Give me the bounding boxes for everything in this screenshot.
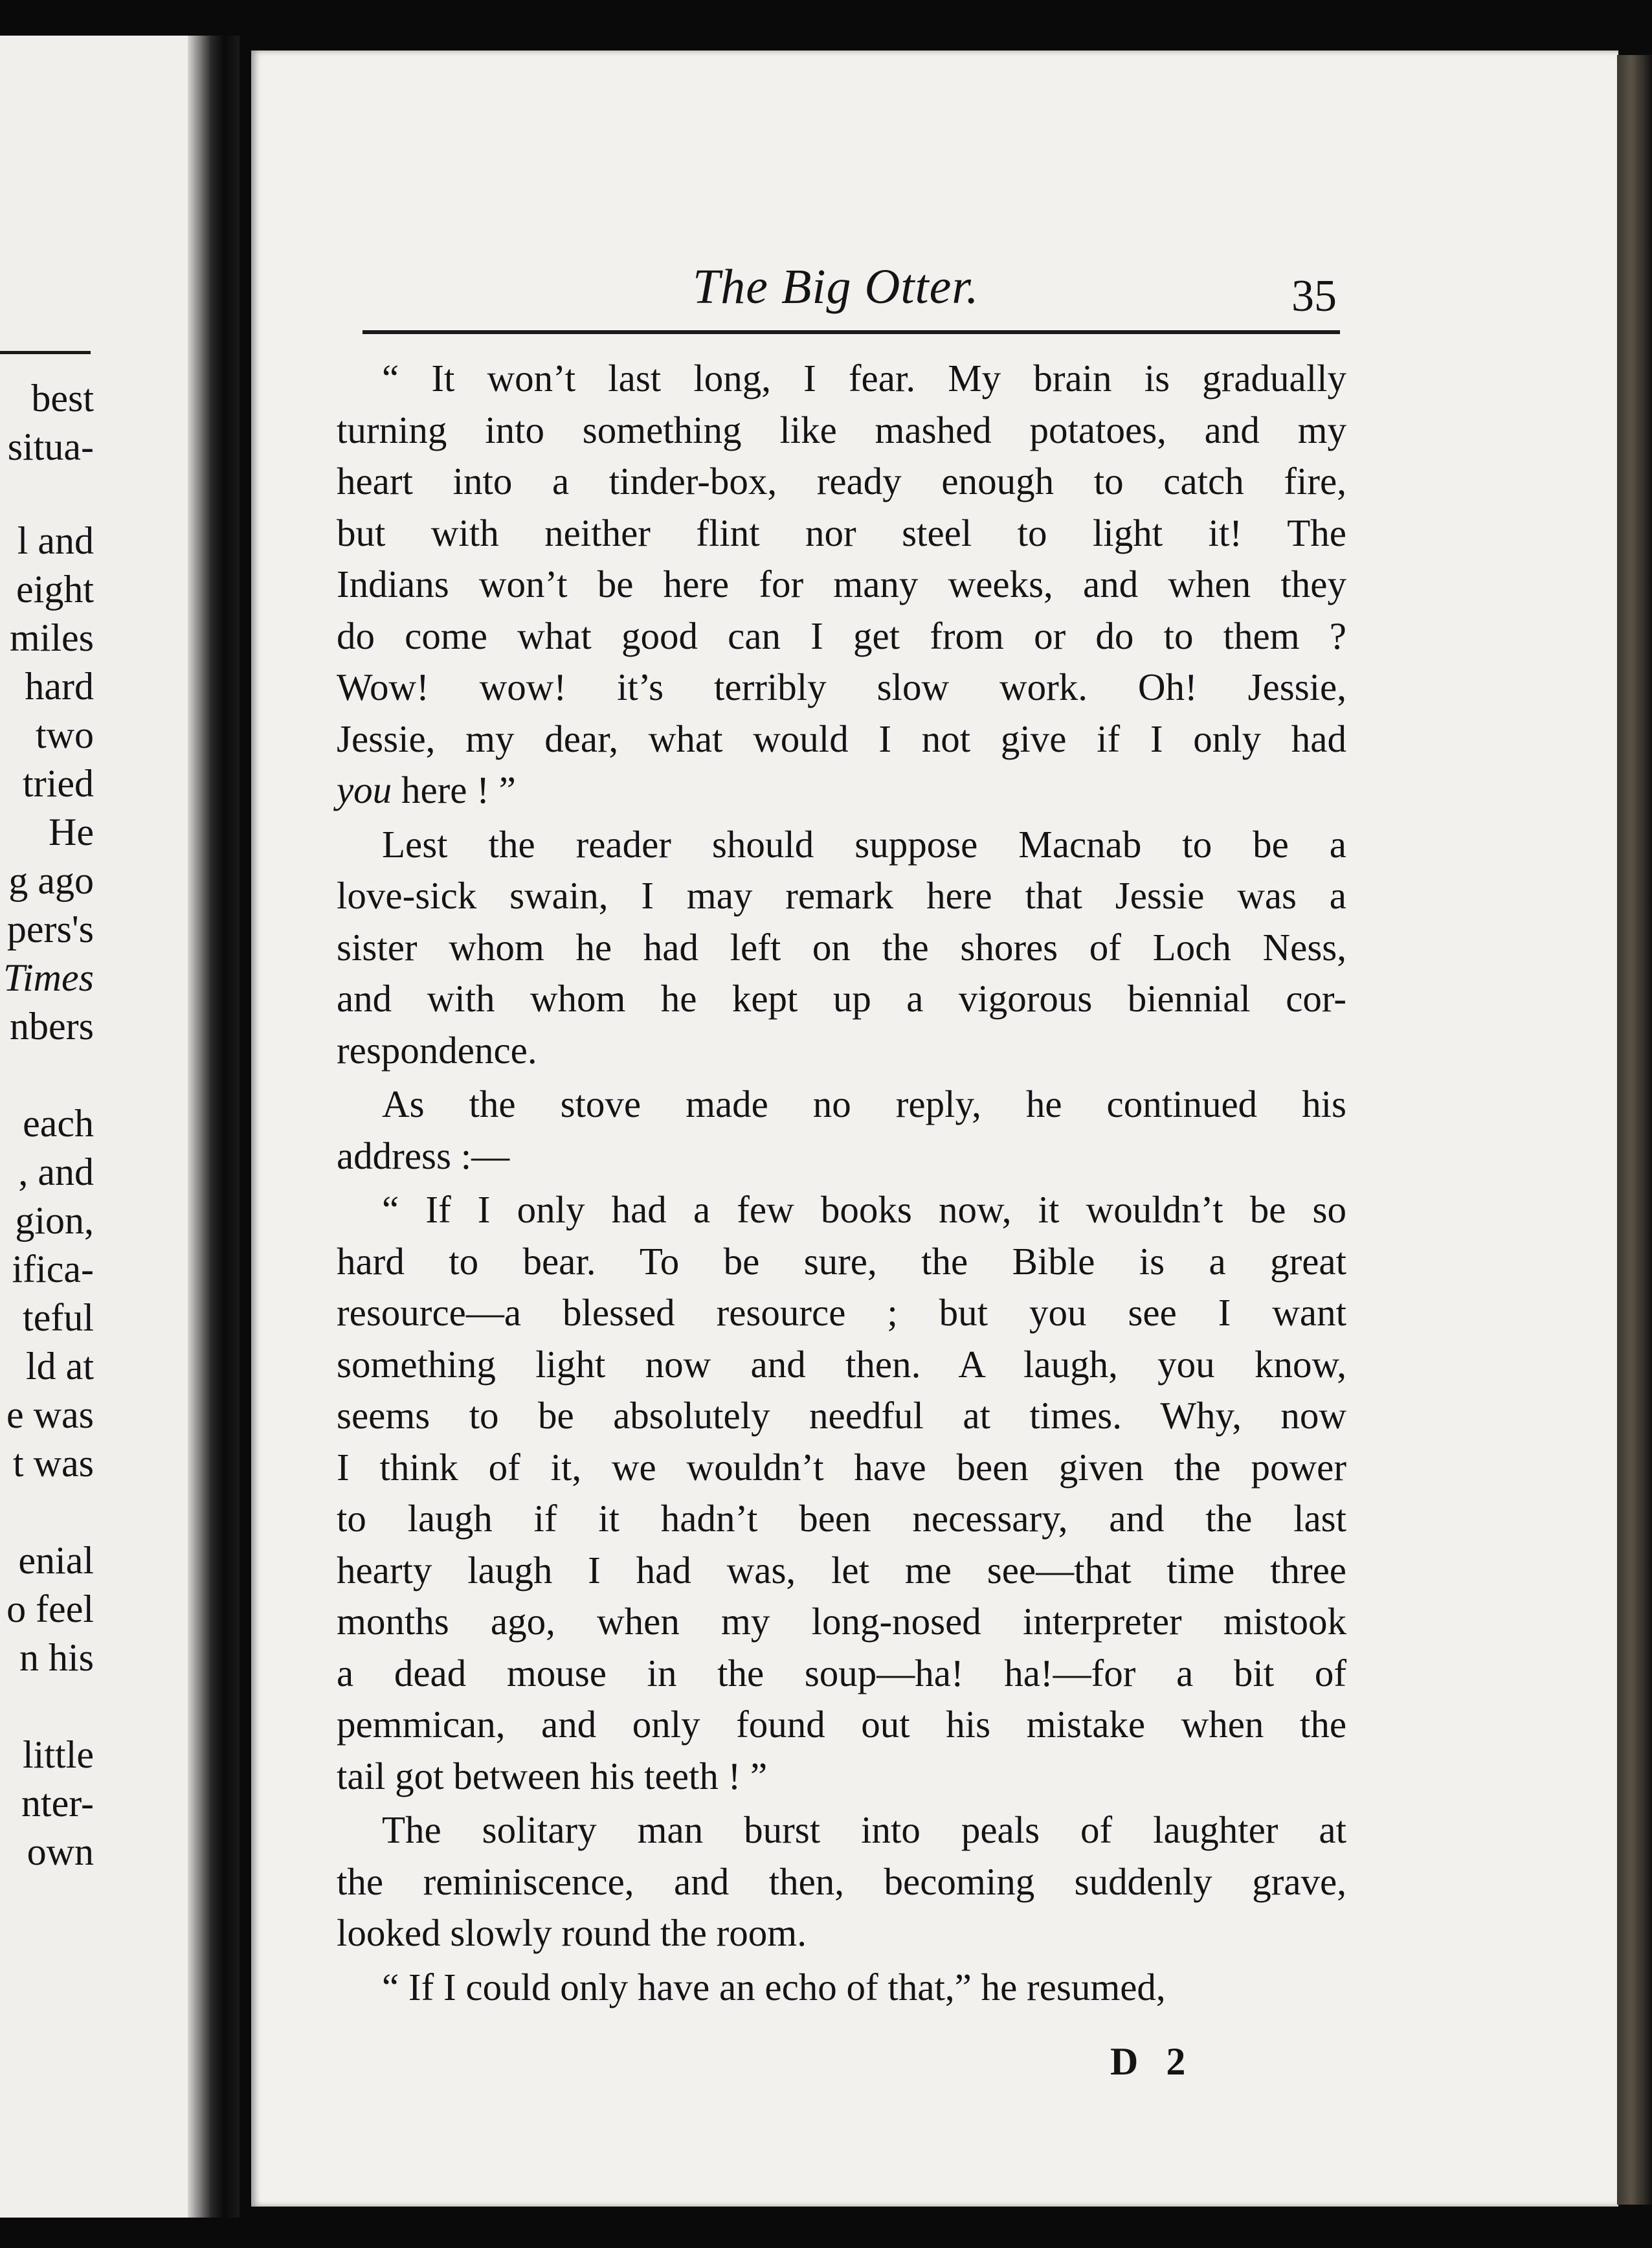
text-line: turning into something like mashed potatoes, and my xyxy=(337,408,1346,451)
text-line: months ago, when my long-nosed interpreter mistook xyxy=(337,1600,1346,1643)
text-line: “ If I could only have an echo of that,” he resumed, xyxy=(382,1965,1166,2008)
previous-page-fragment: t was xyxy=(13,1442,94,1485)
text-line: As the stove made no reply, he continued his xyxy=(382,1083,1346,1125)
text-line: the reminiscence, and then, becoming suddenly grave, xyxy=(337,1860,1346,1903)
previous-page-fragment: hard xyxy=(25,665,94,708)
text-line: seems to be absolutely needful at times. Why, now xyxy=(337,1394,1346,1437)
text-line: The solitary man burst into peals of laughter at xyxy=(382,1808,1346,1851)
previous-page-fragment: little xyxy=(23,1733,94,1776)
paragraph xyxy=(337,1804,1346,1959)
previous-page-fragment: He xyxy=(49,811,94,853)
previous-page-fragment: teful xyxy=(23,1296,94,1339)
book-gutter xyxy=(188,36,240,2218)
previous-page-fragment: nbers xyxy=(10,1005,94,1048)
text-line: address :— xyxy=(337,1134,510,1177)
text-line: “ If I only had a few books now, it wouldn’t be so xyxy=(382,1188,1346,1231)
text-line: hard to bear. To be sure, the Bible is a great xyxy=(337,1239,1346,1283)
text-line: Indians won’t be here for many weeks, and when they xyxy=(337,563,1346,605)
text-line: something light now and then. A laugh, you know, xyxy=(337,1342,1346,1386)
signature-mark: D 2 xyxy=(1110,2040,1195,2083)
page-number: 35 xyxy=(1291,271,1337,321)
text-line: looked slowly round the room. xyxy=(337,1911,807,1954)
text-line: hearty laugh I had was, let me see—that time three xyxy=(337,1548,1346,1591)
previous-page-fragment: ifica- xyxy=(12,1248,94,1290)
previous-page-rule xyxy=(0,351,91,354)
paragraph xyxy=(337,353,1346,816)
previous-page-fragment: miles xyxy=(10,616,94,659)
paragraph xyxy=(337,819,1346,1077)
previous-page-fragment: o feel xyxy=(6,1588,94,1630)
text-line: and with whom he kept up a vigorous biennial cor- xyxy=(337,977,1346,1020)
previous-page-fragment: gion, xyxy=(15,1199,94,1242)
previous-page-fragment: situa- xyxy=(7,425,94,468)
text-line: pemmican, and only found out his mistake when the xyxy=(337,1703,1346,1746)
previous-page-fragment: l and xyxy=(17,519,94,562)
previous-page-fragment: Times xyxy=(3,956,94,999)
previous-page-fragment: each xyxy=(23,1102,94,1145)
paragraph xyxy=(337,1079,1346,1182)
text-line: Lest the reader should suppose Macnab to be a xyxy=(382,822,1346,866)
previous-page-fragment: n his xyxy=(19,1636,94,1679)
page-edge xyxy=(1617,55,1652,2205)
paragraph xyxy=(337,1962,1346,2014)
previous-page-fragment: tried xyxy=(23,762,94,805)
text-line: heart into a tinder-box, ready enough to catch fire, xyxy=(337,460,1346,502)
running-title: The Big Otter. xyxy=(693,260,979,314)
text-line: resource—a blessed resource ; but you see I want xyxy=(337,1291,1346,1334)
paragraph xyxy=(337,1184,1346,1802)
text-line: you here ! ” xyxy=(337,769,516,811)
text-line: sister whom he had left on the shores of Loch Ness, xyxy=(337,925,1346,969)
previous-page-fragment: e was xyxy=(6,1393,94,1436)
text-line: respondence. xyxy=(337,1028,537,1072)
text-line: Jessie, my dear, what would I not give if I only had xyxy=(337,717,1346,760)
previous-page-fragment: enial xyxy=(18,1539,94,1582)
previous-page-fragment: two xyxy=(36,714,94,756)
text-line: tail got between his teeth ! ” xyxy=(337,1754,768,1797)
previous-page xyxy=(0,36,214,2218)
previous-page-fragment: ld at xyxy=(26,1345,94,1388)
text-line: but with neither flint nor steel to light it! The xyxy=(337,511,1346,554)
text-line: Wow! wow! it’s terribly slow work. Oh! Jessie, xyxy=(337,666,1346,708)
previous-page-fragment: own xyxy=(27,1830,94,1873)
previous-page-fragment: nter- xyxy=(21,1782,94,1825)
page-body xyxy=(337,353,1346,2016)
previous-page-fragment: pers's xyxy=(6,908,94,950)
previous-page-fragment: eight xyxy=(16,568,94,611)
text-line: I think of it, we wouldn’t have been given the power xyxy=(337,1445,1346,1489)
text-line: do come what good can I get from or do to them ? xyxy=(337,614,1346,657)
text-line: love-sick swain, I may remark here that Jessie was a xyxy=(337,874,1346,917)
previous-page-fragment: g ago xyxy=(8,859,94,902)
previous-page-fragment: , and xyxy=(18,1151,94,1193)
header-rule xyxy=(363,330,1340,334)
text-line: to laugh if it hadn’t been necessary, and the last xyxy=(337,1497,1346,1540)
previous-page-fragment: best xyxy=(31,377,94,420)
text-line: a dead mouse in the soup—ha! ha!—for a bit of xyxy=(337,1651,1346,1694)
text-line: “ It won’t last long, I fear. My brain is gradually xyxy=(382,357,1346,399)
